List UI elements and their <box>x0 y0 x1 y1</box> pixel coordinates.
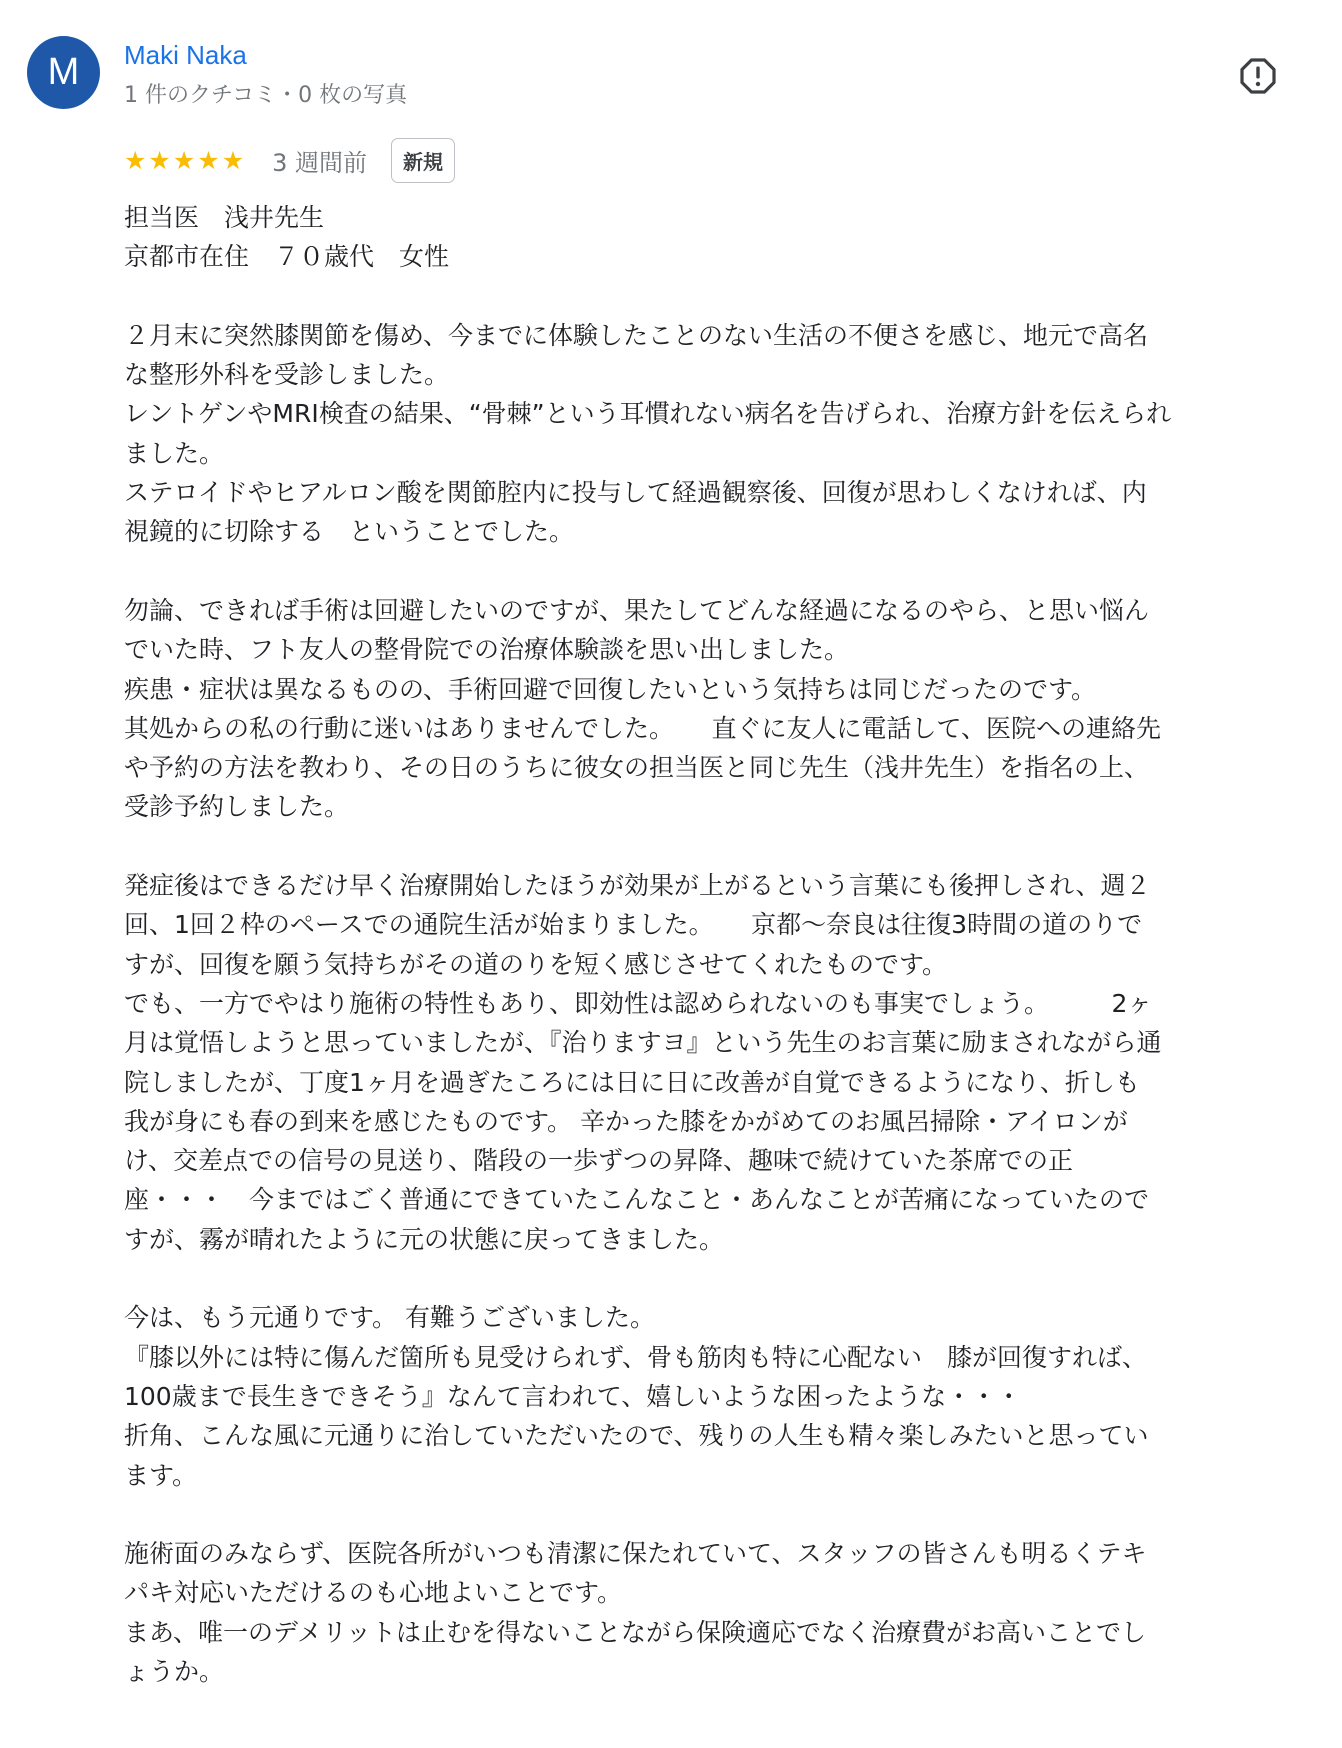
review-line: 100歳まで長生きできそう』なんて言われて、嬉しいような困ったような・・・ <box>124 1381 1022 1411</box>
review-line: 発症後はできるだけ早く治療開始したほうが効果が上がるという言葉にも後押しされ、週２ <box>124 871 1151 901</box>
review-line: 院しましたが、丁度1ヶ月を過ぎたころには日に日に改善が自覚できるようになり、折しも <box>124 1067 1140 1097</box>
review-line: 勿論、できれば手術は回避したいのですが、果たしてどんな経過になるのやら、と思い悩ん <box>124 595 1150 625</box>
review-line: 担当医 浅井先生 <box>124 203 325 232</box>
review-line: 視鏡的に切除する ということでした。 <box>124 517 575 547</box>
review-line: 今は、もう元通りです。 有難うございました。 <box>124 1303 655 1333</box>
review-line: すが、霧が晴れたように元の状態に戻ってきました。 <box>124 1224 725 1254</box>
review-line: ステロイドやヒアルロン酸を関節腔内に投与して経過観察後、回復が思わしくなければ、内 <box>124 478 1147 508</box>
review-line <box>124 552 1309 591</box>
review-line: 座・・・ 今まではごく普通にできていたこんなこと・あんなことが苦痛になっていたので <box>124 1185 1150 1215</box>
review-line: すが、回復を願う気持ちがその道のりを短く感じさせてくれたものです。 <box>124 949 948 979</box>
star-icon: ★ <box>148 145 171 175</box>
star-icon: ★ <box>197 145 220 175</box>
review-line: でいた時、フト友人の整骨院での治療体験談を思い出しました。 <box>124 635 850 665</box>
review-line: け、交差点での信号の見送り、階段の一歩ずつの昇降、趣味で続けていた茶席での正 <box>124 1146 1074 1176</box>
review-line: 回、1回２枠のペースでの通院生活が始まりました。 京都〜奈良は往復3時間の道のりで <box>124 910 1143 940</box>
review-text <box>124 198 1309 1691</box>
review-line: まあ、唯一のデメリットは止むを得ないことながら保険適応でなく治療費がお高いことでし <box>124 1617 1147 1647</box>
review-line: でも、一方でやはり施術の特性もあり、即効性は認められないのも事実でしょう。 2ヶ <box>124 988 1153 1018</box>
star-rating <box>124 145 245 175</box>
review-line <box>124 1495 1309 1534</box>
avatar[interactable]: M <box>27 36 100 109</box>
review-line: ます。 <box>124 1460 198 1490</box>
review-line: や予約の方法を教わり、その日のうちに彼女の担当医と同じ先生（浅井先生）を指名の上、 <box>124 753 1150 783</box>
review-line: ました。 <box>124 438 225 468</box>
author-name-link[interactable]: Maki Naka <box>124 40 247 70</box>
review-time: 3 週間前 <box>272 148 368 177</box>
review-line <box>124 1259 1309 1298</box>
report-flag-icon <box>1239 57 1277 95</box>
review-line: 月は覚悟しようと思っていましたが、『治りますヨ』という先生のお言葉に励まされながら通 <box>124 1028 1162 1058</box>
review-line <box>124 827 1309 866</box>
review-line: 其処からの私の行動に迷いはありませんでした。 直ぐに友人に電話して、医院への連絡先 <box>124 713 1162 743</box>
star-icon: ★ <box>124 145 147 175</box>
review-line: 京都市在住 ７０歳代 女性 <box>124 242 450 272</box>
rating-row <box>124 138 455 182</box>
review-line: ょうか。 <box>124 1656 225 1686</box>
review-line: 疾患・症状は異なるものの、手術回避で回復したいという気持ちは同じだったのです。 <box>124 674 1097 704</box>
review-line: 我が身にも春の到来を感じたものです。 辛かった膝をかがめてのお風呂掃除・アイロンが <box>124 1106 1128 1136</box>
new-badge: 新規 <box>391 138 455 183</box>
review-line: 『膝以外には特に傷んだ箇所も見受けられず、骨も筋肉も特に心配ない 膝が回復すれば、 <box>124 1342 1148 1372</box>
review-line: 折角、こんな風に元通りに治していただいたので、残りの人生も精々楽しみたいと思ってい <box>124 1421 1149 1451</box>
review-line: 施術面のみならず、医院各所がいつも清潔に保たれていて、スタッフの皆さんも明るくテキ <box>124 1539 1147 1569</box>
report-button[interactable] <box>1237 55 1279 97</box>
review-line: レントゲンやMRI検査の結果、“骨棘”という耳慣れない病名を告げられ、治療方針を伝えられ <box>124 399 1172 429</box>
author-meta: 1 件のクチコミ・0 枚の写真 <box>124 83 408 108</box>
review-line <box>124 277 1309 316</box>
review-line: パキ対応いただけるのも心地よいことです。 <box>124 1578 623 1608</box>
star-icon: ★ <box>221 145 245 175</box>
review-line: ２月末に突然膝関節を傷め、今までに体験したことのない生活の不便さを感じ、地元で高名 <box>124 320 1149 350</box>
review-line: 受診予約しました。 <box>124 792 350 822</box>
star-icon: ★ <box>172 145 196 175</box>
review-line: な整形外科を受診しました。 <box>124 360 450 390</box>
